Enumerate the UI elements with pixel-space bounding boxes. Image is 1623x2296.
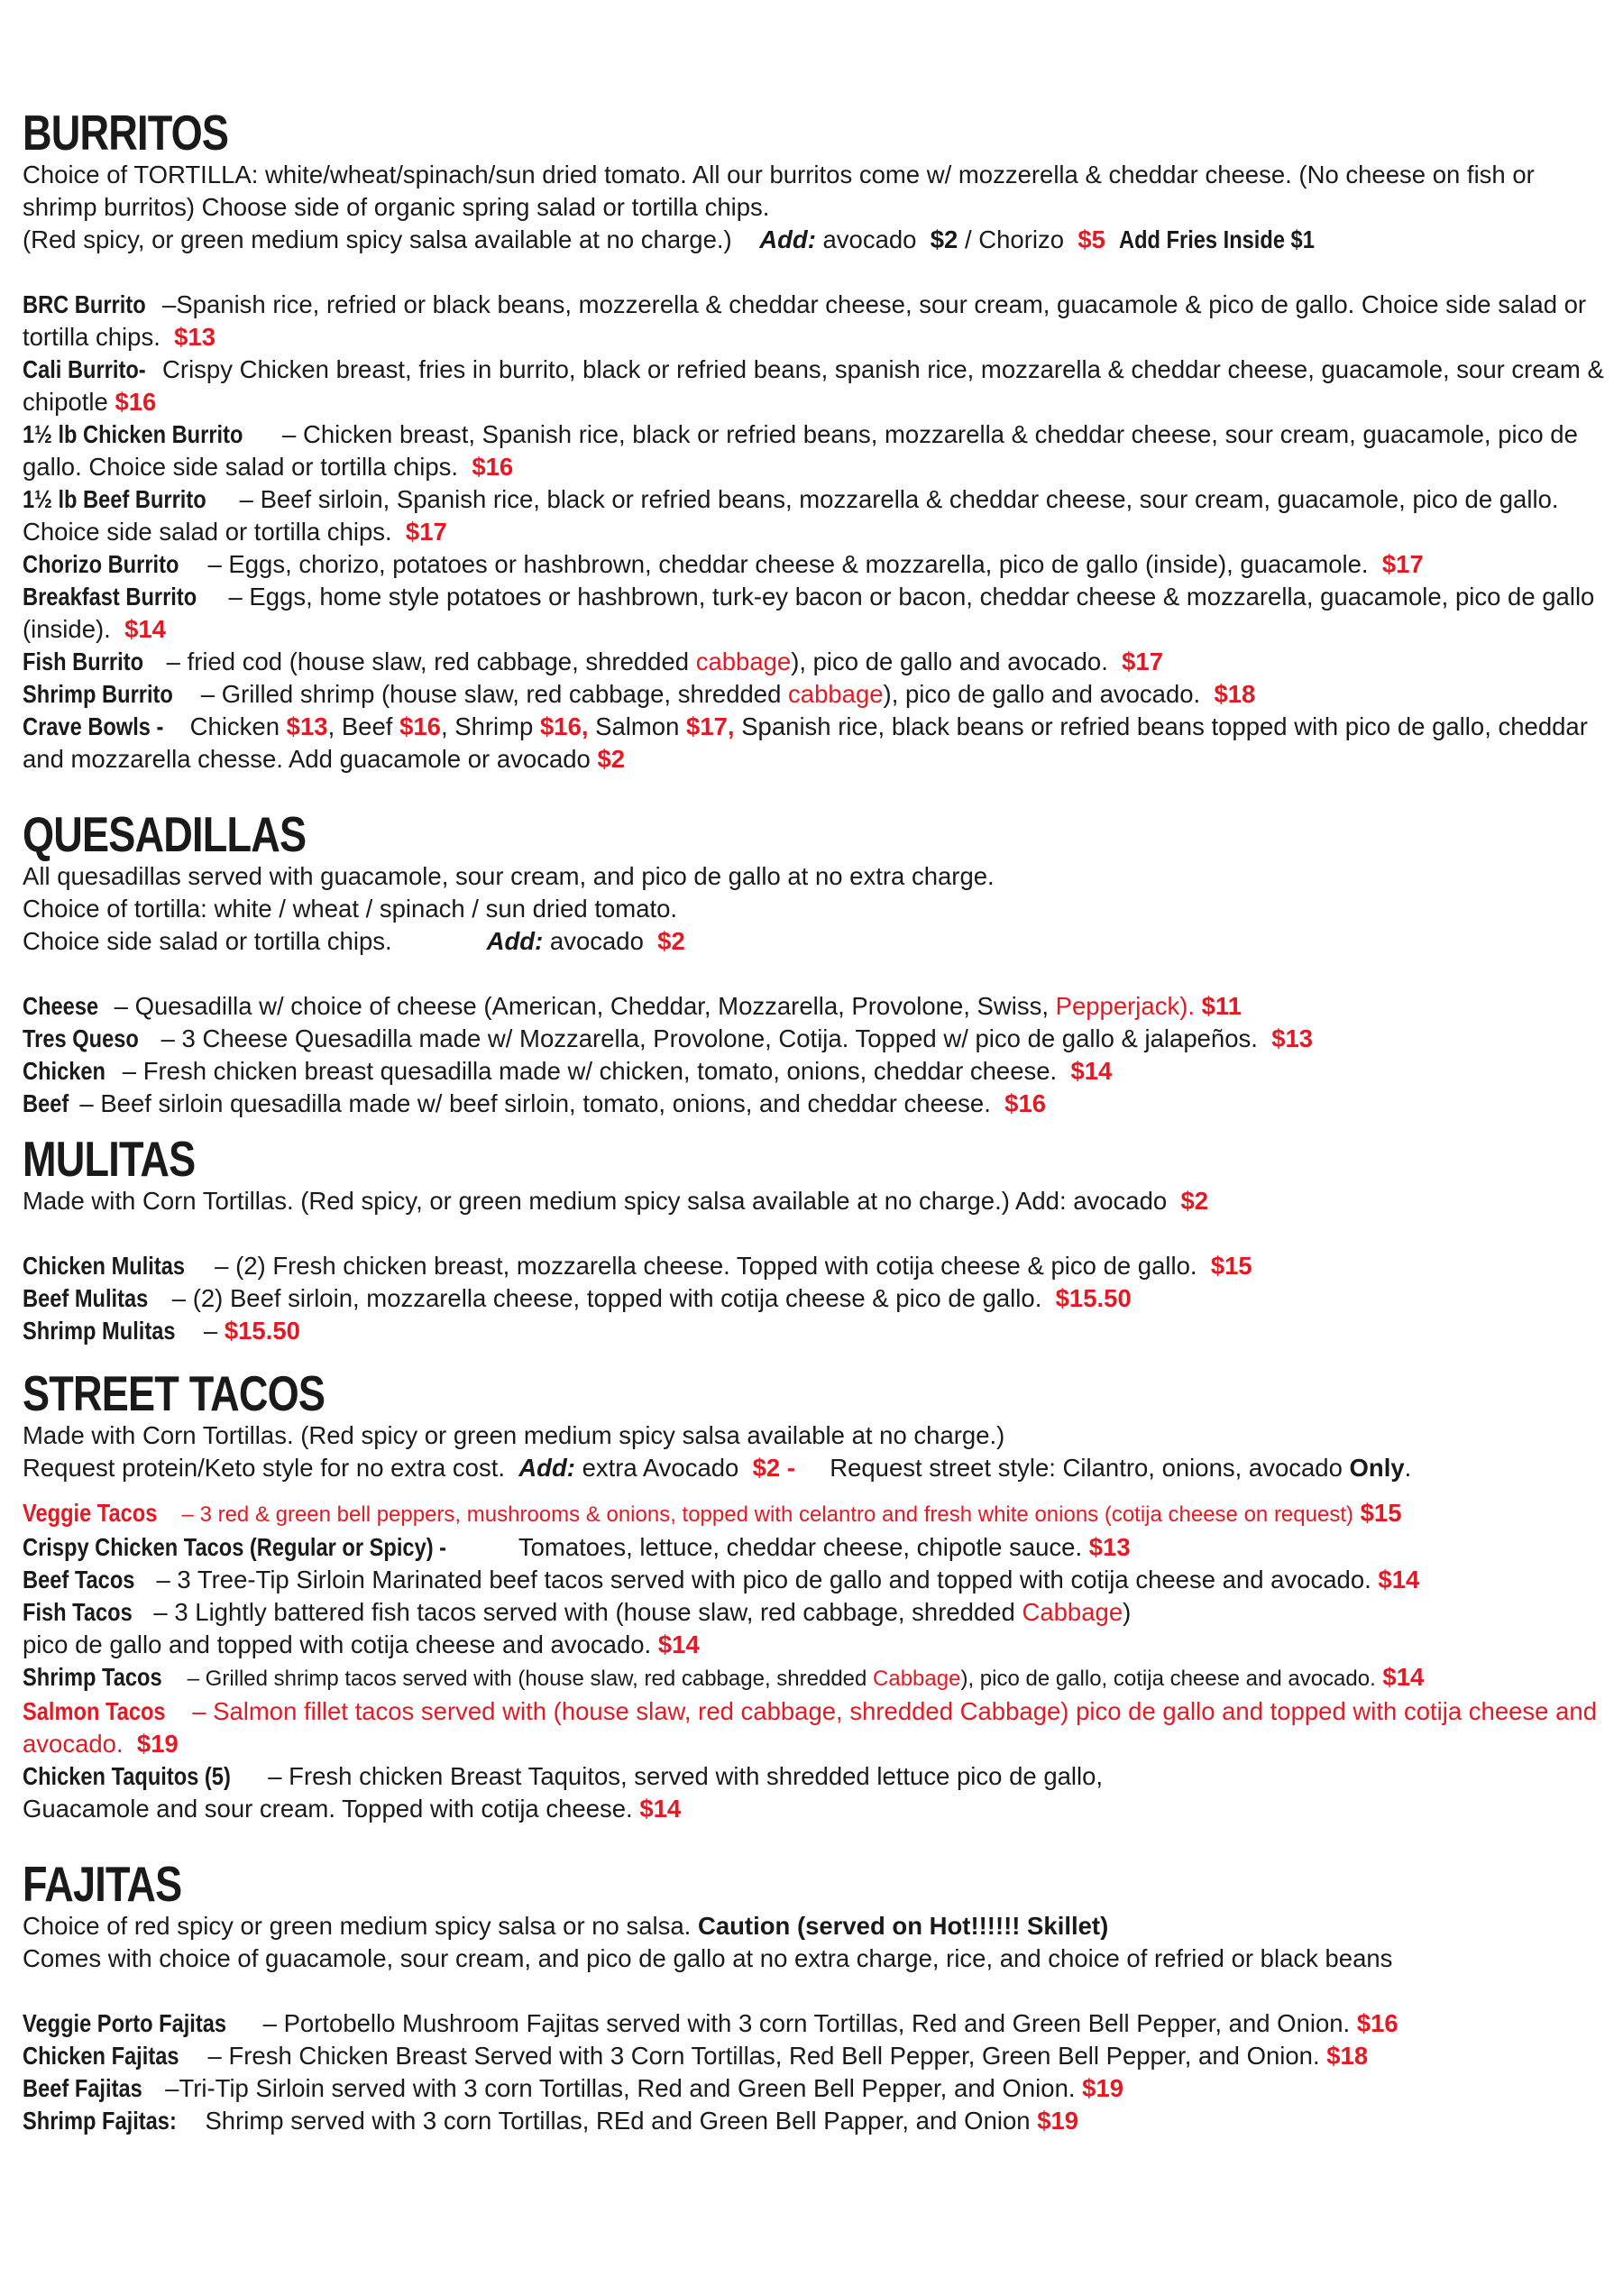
item-desc: –Spanish rice, refried or black beans, mozzerella & cheddar cheese, sour cream, guacamole & pico de gallo. Choice side salad or tortilla chips. — [23, 290, 1587, 351]
item-desc-highlight: Cabbage — [873, 1667, 961, 1691]
item-name: Chicken Mulitas — [23, 1252, 186, 1280]
item-name: Shrimp Fajitas: — [23, 2107, 177, 2135]
fajitas-title: FAJITAS — [23, 1856, 182, 1912]
mulitas-intro-line — [23, 1185, 1614, 1217]
item-desc: – Chicken breast, Spanish rice, black or refried beans, mozzarella & cheddar cheese, sour cream, guacamole, pico de gallo. Choice side salad or tortilla chips. — [23, 420, 1578, 481]
menu-item-veggie-porto-fajitas — [23, 2007, 1614, 2040]
item-name: 1½ lb Chicken Burrito — [23, 420, 243, 448]
item-desc: – Salmon fillet tacos served with (house slaw, red cabbage, shredded Cabbage) pico de gallo and topped with cotija cheese and avocado. — [23, 1697, 1597, 1758]
street-tacos-street-style: Request street style: Cilantro, onions, avocado — [830, 1454, 1343, 1482]
menu-item-beef-mulitas — [23, 1282, 1614, 1315]
bowl-beef: , Beef — [327, 712, 393, 740]
item-desc: – (2) Beef sirloin, mozzarella cheese, topped with cotija cheese & pico de gallo. — [165, 1284, 1042, 1312]
item-price: $18 — [1214, 680, 1256, 708]
item-name: Veggie Porto Fajitas — [23, 2009, 227, 2037]
item-name: Beef Mulitas — [23, 1284, 149, 1312]
item-desc: pico de gallo and topped with cotija cheese and avocado. — [23, 1630, 652, 1658]
item-price: $18 — [1326, 2042, 1369, 2070]
item-price: $14 — [639, 1795, 682, 1823]
bowl-shrimp: , Shrimp — [440, 712, 534, 740]
menu-item-chorizo-burrito — [23, 548, 1614, 581]
menu-item-shrimp-mulitas — [23, 1315, 1614, 1347]
item-desc: – Fresh Chicken Breast Served with 3 Corn Tortillas, Red Bell Pepper, Green Bell Pepper, and Onion. — [200, 2042, 1320, 2070]
item-price: $17 — [405, 518, 447, 546]
street-tacos-intro-add: Request protein/Keto style for no extra cost. Add: extra Avocado $2 - Request street style: Cilantro, onions, avocado Only. — [23, 1454, 1412, 1482]
item-price: $19 — [1082, 2074, 1124, 2102]
street-tacos-title: STREET TACOS — [23, 1365, 326, 1421]
item-name: Chorizo Burrito — [23, 550, 179, 578]
quesadillas-add-label: Add: — [486, 927, 544, 955]
item-price: $14 — [1378, 1566, 1420, 1593]
item-name: Cali Burrito- — [23, 355, 146, 383]
item-name: 1½ lb Beef Burrito — [23, 485, 206, 513]
menu-item-chicken-mulitas — [23, 1250, 1614, 1282]
menu-item-beef-burrito — [23, 483, 1614, 548]
item-desc: Tomatoes, lettuce, cheddar cheese, chipotle sauce. — [511, 1533, 1083, 1561]
menu-item-tres-queso — [23, 1023, 1614, 1055]
fajitas-salsa-note: Choice of red spicy or green medium spicy salsa or no salsa. — [23, 1912, 692, 1940]
menu-item-beef-fajitas — [23, 2072, 1614, 2105]
item-desc: ), pico de gallo, cotija cheese and avocado. — [960, 1667, 1376, 1691]
menu-item-breakfast-burrito — [23, 581, 1614, 646]
item-name: Beef Fajitas — [23, 2074, 142, 2102]
street-tacos-add-label: Add: — [518, 1454, 575, 1482]
item-desc: – — [197, 1317, 225, 1345]
item-desc: – Grilled shrimp (house slaw, red cabbage, shredded — [194, 680, 789, 708]
item-price: $11 — [1201, 992, 1242, 1020]
menu-item-shrimp-fajitas — [23, 2105, 1614, 2137]
mulitas-title: MULITAS — [23, 1131, 196, 1187]
item-name: BRC Burrito — [23, 290, 146, 318]
menu-item-crispy-chicken-tacos — [23, 1531, 1614, 1564]
item-name: Beef Tacos — [23, 1566, 135, 1593]
burritos-intro — [23, 159, 1614, 256]
quesadillas-section — [23, 808, 1614, 1120]
menu-item-chicken-fajitas — [23, 2040, 1614, 2072]
menu-item-beef-quesadilla — [23, 1088, 1614, 1120]
item-desc: ), pico de gallo and avocado. — [791, 647, 1108, 675]
street-tacos-add-price: $2 - — [752, 1454, 796, 1482]
menu-item-cheese-quesadilla — [23, 990, 1614, 1023]
item-name: Beef — [23, 1089, 69, 1117]
item-price: $13 — [1271, 1024, 1314, 1052]
fajitas-intro — [23, 1910, 1614, 1975]
item-price: $17 — [1122, 647, 1164, 675]
item-price: $16 — [1356, 2009, 1398, 2037]
item-price: $17 — [1381, 550, 1424, 578]
quesadillas-intro-add — [23, 925, 1614, 958]
bowl-chicken: Chicken — [189, 712, 280, 740]
menu-item-shrimp-burrito — [23, 678, 1614, 711]
burritos-avocado-price: $2 — [930, 225, 958, 253]
item-desc-highlight: Pepperjack). — [1055, 992, 1195, 1020]
fajitas-caution: Caution (served on Hot!!!!!! Skillet) — [697, 1912, 1109, 1940]
item-desc: – Eggs, home style potatoes or hashbrown, turk-ey bacon or bacon, cheddar cheese & mozzarella, guacamole, pico de gallo (inside). — [23, 583, 1595, 643]
item-price: $15.50 — [224, 1317, 300, 1345]
item-price: $14 — [1070, 1057, 1113, 1085]
item-desc: Crispy Chicken breast, fries in burrito, black or refried beans, spanish rice, mozzarella & cheddar cheese, guacamole, sour cream & chipotle — [23, 355, 1604, 416]
mulitas-add-price: $2 — [1180, 1187, 1209, 1215]
bowl-beef-price: $16 — [399, 712, 441, 740]
fajitas-section — [23, 1858, 1614, 2137]
fajitas-intro-line — [23, 1910, 1614, 1942]
item-price: $15.50 — [1055, 1284, 1132, 1312]
item-name: Tres Queso — [23, 1024, 139, 1052]
item-desc: – Beef sirloin quesadilla made w/ beef sirloin, tomato, onions, and cheddar cheese. — [72, 1089, 991, 1117]
menu-item-beef-tacos — [23, 1564, 1614, 1596]
street-tacos-add-avocado: extra Avocado — [582, 1454, 739, 1482]
item-desc-highlight: cabbage — [695, 647, 792, 675]
item-price: $14 — [124, 615, 166, 643]
menu-page — [23, 106, 1614, 2137]
item-price: $14 — [1382, 1663, 1425, 1691]
bowl-salmon-price: $17, — [686, 712, 735, 740]
item-name: Shrimp Burrito — [23, 680, 173, 708]
burritos-add-avocado: avocado — [822, 225, 917, 253]
item-name: Chicken Taquitos (5) — [23, 1762, 231, 1790]
item-price: $19 — [1037, 2107, 1079, 2135]
quesadillas-intro-line: All quesadillas served with guacamole, sour cream, and pico de gallo at no extra charge. — [23, 862, 995, 890]
item-desc: Spanish rice, black beans or refried beans topped with pico de gallo, cheddar and mozzarella chesse. Add guacamole or avocado — [23, 712, 1588, 773]
menu-item-veggie-tacos — [23, 1497, 1614, 1531]
item-price: $13 — [174, 323, 216, 351]
burritos-chorizo-price: $5 — [1077, 225, 1105, 253]
item-price: $13 — [1088, 1533, 1131, 1561]
menu-item-salmon-tacos — [23, 1695, 1614, 1760]
street-tacos-only: Only — [1349, 1454, 1405, 1482]
quesadillas-side-note: Choice side salad or tortilla chips. — [23, 927, 392, 955]
bowl-shrimp-price: $16, — [539, 712, 589, 740]
item-desc: – fried cod (house slaw, red cabbage, shredded — [160, 647, 696, 675]
item-desc: – 3 Lightly battered fish tacos served with (house slaw, red cabbage, shredded — [146, 1598, 1022, 1626]
burritos-add-label: Add: — [759, 225, 816, 253]
item-price: $15 — [1360, 1499, 1402, 1527]
item-price: $16 — [115, 388, 157, 416]
item-name: Shrimp Mulitas — [23, 1317, 176, 1345]
burritos-intro-salsa — [23, 224, 1614, 256]
item-name: Breakfast Burrito — [23, 583, 197, 611]
item-desc: – Fresh chicken Breast Taquitos, served with shredded lettuce pico de gallo, — [261, 1762, 1104, 1790]
item-desc: ) — [1123, 1598, 1132, 1626]
mulitas-intro-text: Made with Corn Tortillas. (Red spicy, or green medium spicy salsa available at no charge.) Add: avocado — [23, 1187, 1168, 1215]
bowl-chicken-price: $13 — [286, 712, 328, 740]
item-desc: –Tri-Tip Sirloin served with 3 corn Tortillas, Red and Green Bell Pepper, and Onion. — [158, 2074, 1076, 2102]
item-name: Crave Bowls - — [23, 712, 164, 740]
burritos-add-chorizo: / Chorizo — [965, 225, 1065, 253]
item-desc: ), pico de gallo and avocado. — [883, 680, 1201, 708]
item-name: Chicken — [23, 1057, 106, 1085]
item-desc: Guacamole and sour cream. Topped with cotija cheese. — [23, 1795, 633, 1823]
burritos-intro-tortilla: Choice of TORTILLA: white/wheat/spinach/sun dried tomato. All our burritos come w/ mozzerella & cheddar cheese. (No cheese on fish or shrimp burritos) Choose side of organic spring salad or tortilla chips. — [23, 161, 1535, 221]
menu-item-shrimp-tacos — [23, 1661, 1614, 1695]
item-price: $14 — [657, 1630, 700, 1658]
burritos-add-fries: Add Fries Inside $1 — [1119, 225, 1316, 253]
mulitas-section — [23, 1133, 1614, 1347]
bowl-salmon: Salmon — [595, 712, 680, 740]
item-desc: – Fresh chicken breast quesadilla made w/ chicken, tomato, onions, cheddar cheese. — [115, 1057, 1058, 1085]
item-desc-highlight: cabbage — [788, 680, 884, 708]
item-desc: – 3 Tree-Tip Sirloin Marinated beef tacos served with pico de gallo and topped with cotija cheese and avocado. — [149, 1566, 1371, 1593]
item-name: Chicken Fajitas — [23, 2042, 179, 2070]
item-price: $2 — [597, 745, 626, 773]
item-desc: – Beef sirloin, Spanish rice, black or refried beans, mozzarella & cheddar cheese, sour cream, guacamole, pico de gallo. Choice side salad or tortilla chips. — [23, 485, 1559, 546]
burritos-salsa-note: (Red spicy, or green medium spicy salsa available at no charge.) — [23, 225, 732, 253]
item-desc: – Eggs, chorizo, potatoes or hashbrown, cheddar cheese & mozzarella, pico de gallo (inside), guacamole. — [200, 550, 1369, 578]
quesadillas-intro-line: Choice of tortilla: white / wheat / spinach / sun dried tomato. — [23, 895, 678, 923]
quesadillas-add-price: $2 — [657, 927, 685, 955]
item-name: Crispy Chicken Tacos (Regular or Spicy) - — [23, 1533, 447, 1561]
menu-item-fish-tacos — [23, 1596, 1614, 1661]
menu-item-cali-burrito — [23, 354, 1614, 418]
street-tacos-section — [23, 1367, 1614, 1825]
item-name: Cheese — [23, 992, 99, 1020]
item-desc: – Grilled shrimp tacos served with (house slaw, red cabbage, shredded — [180, 1667, 874, 1691]
menu-item-crave-bowls — [23, 711, 1614, 776]
street-tacos-intro — [23, 1419, 1614, 1484]
item-price: $19 — [136, 1730, 179, 1758]
street-tacos-intro-line: Made with Corn Tortillas. (Red spicy or green medium spicy salsa available at no charge.) — [23, 1421, 1005, 1449]
item-price: $16 — [472, 453, 514, 481]
item-desc: – 3 red & green bell peppers, mushrooms & onions, topped with celantro and fresh white onions (cotija cheese on request) — [175, 1502, 1353, 1527]
menu-item-chicken-quesadilla — [23, 1055, 1614, 1088]
item-name: Fish Burrito — [23, 647, 144, 675]
item-price: $16 — [1004, 1089, 1047, 1117]
burritos-title: BURRITOS — [23, 105, 229, 161]
item-desc: – Portobello Mushroom Fajitas served with 3 corn Tortillas, Red and Green Bell Pepper, and Onion. — [256, 2009, 1351, 2037]
item-desc: – (2) Fresh chicken breast, mozzarella cheese. Topped with cotija cheese & pico de gallo. — [207, 1252, 1197, 1280]
quesadillas-add-avocado: avocado — [549, 927, 644, 955]
item-name: Shrimp Tacos — [23, 1663, 162, 1691]
item-desc: Shrimp served with 3 corn Tortillas, REd and Green Bell Papper, and Onion — [197, 2107, 1031, 2135]
menu-item-chicken-burrito — [23, 418, 1614, 483]
burritos-section — [23, 106, 1614, 776]
item-desc-highlight: Cabbage — [1022, 1598, 1123, 1626]
menu-item-fish-burrito — [23, 646, 1614, 678]
item-desc: – 3 Cheese Quesadilla made w/ Mozzarella, Provolone, Cotija. Topped w/ pico de gallo & jalapeños. — [153, 1024, 1258, 1052]
item-name: Veggie Tacos — [23, 1499, 158, 1527]
item-name: Salmon Tacos — [23, 1697, 166, 1725]
quesadillas-title: QUESADILLAS — [23, 806, 307, 862]
menu-item-brc-burrito — [23, 289, 1614, 354]
item-name: Fish Tacos — [23, 1598, 133, 1626]
item-desc: – Quesadilla w/ choice of cheese (American, Cheddar, Mozzarella, Provolone, Swiss, — [107, 992, 1056, 1020]
quesadillas-intro — [23, 860, 1614, 958]
mulitas-intro — [23, 1185, 1614, 1217]
fajitas-sides-note: Comes with choice of guacamole, sour cream, and pico de gallo at no extra charge, rice, and choice of refried or black beans — [23, 1944, 1393, 1972]
street-tacos-keto-note: Request protein/Keto style for no extra cost. — [23, 1454, 506, 1482]
item-price: $15 — [1210, 1252, 1252, 1280]
menu-item-chicken-taquitos — [23, 1760, 1614, 1825]
